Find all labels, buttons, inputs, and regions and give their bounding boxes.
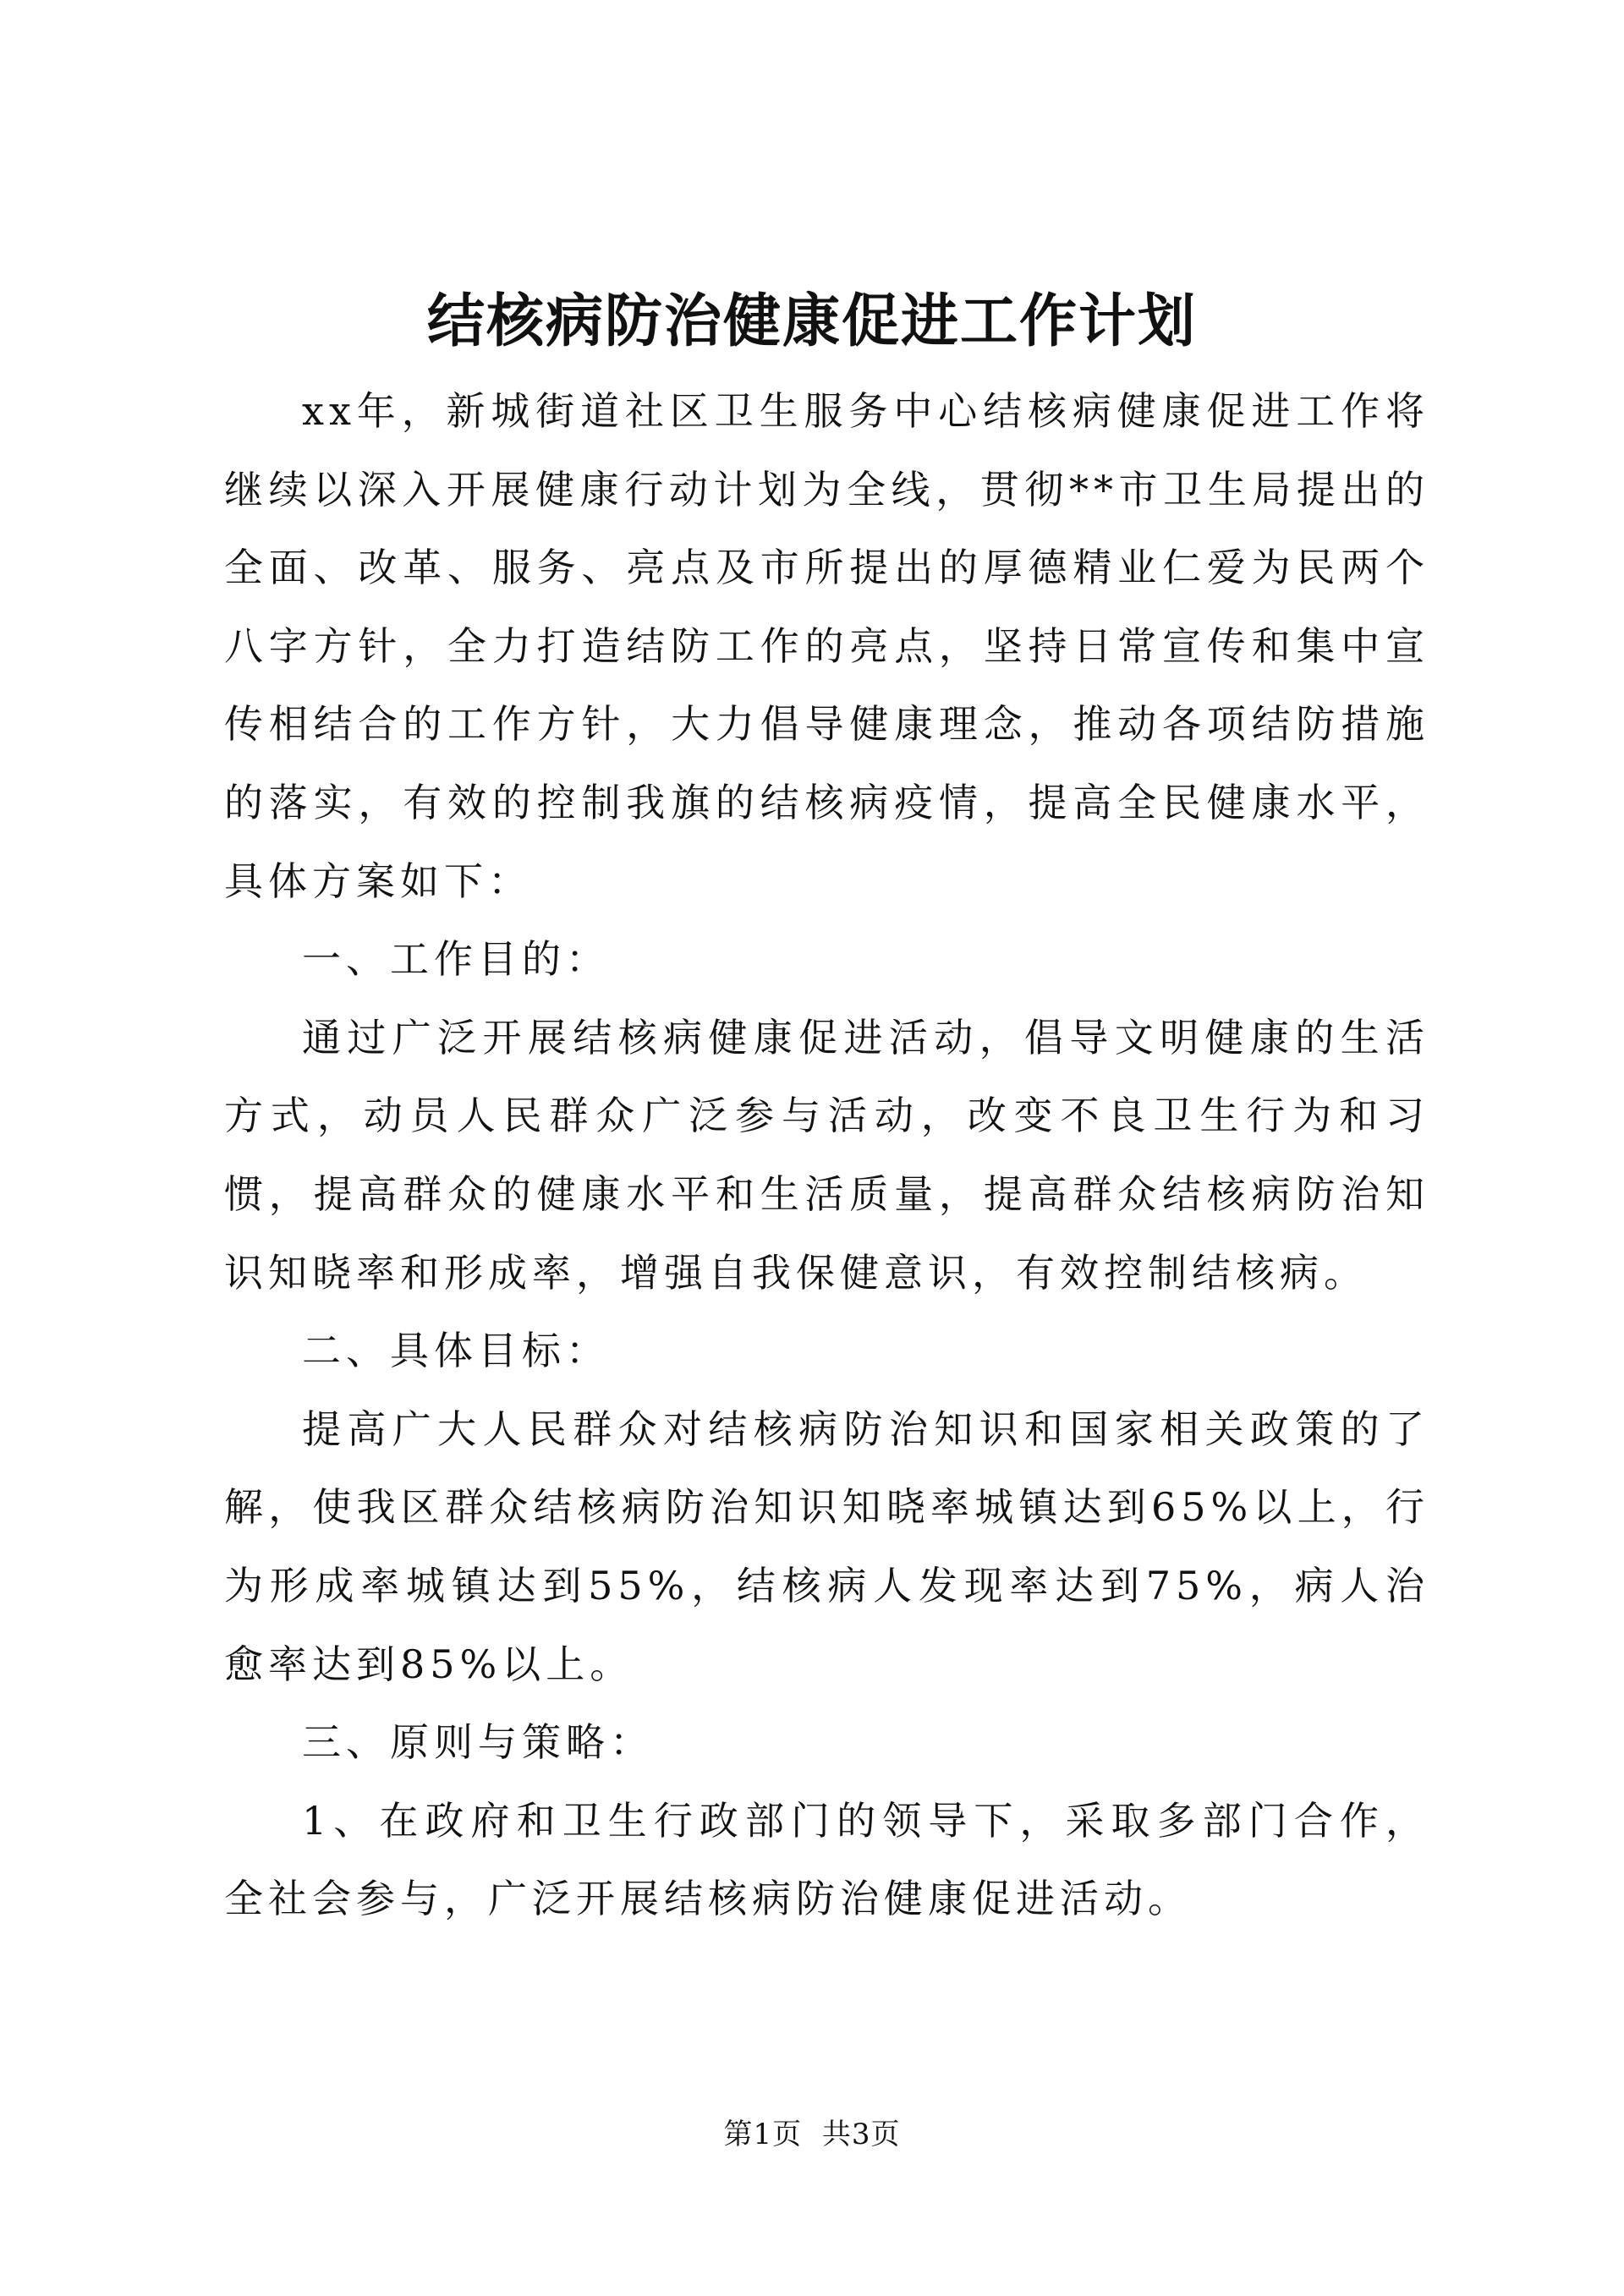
page-indicator: 第1页 共3页: [723, 2118, 901, 2151]
targets-paragraph: 提高广大人民群众对结核病防治知识和国家相关政策的了解，使我区群众结核病防治知识知晓率城镇达到65%以上，行为形成率城镇达到55%，结核病人发现率达到75%，病人治愈率达到85%以上。: [224, 1406, 1429, 1687]
purpose-paragraph: 通过广泛开展结核病健康促进活动，倡导文明健康的生活方式，动员人民群众广泛参与活动，改变不良卫生行为和习惯，提高群众的健康水平和生活质量，提高群众结核病防治知识知晓率和形成率，增强自我保健意识，有效控制结核病。: [224, 1014, 1429, 1296]
document-body: [224, 372, 1429, 1938]
section-heading-targets: 二、具体目标：: [302, 1328, 610, 1374]
section-heading-purpose: 一、工作目的：: [302, 936, 610, 983]
document-title: 结核病防治健康促进工作计划: [426, 288, 1197, 355]
section-heading-principles: 三、原则与策略：: [302, 1719, 654, 1766]
principles-paragraph-1: 1、在政府和卫生行政部门的领导下，采取多部门合作，全社会参与，广泛开展结核病防治健康促进活动。: [224, 1797, 1429, 1922]
intro-paragraph: xx年，新城街道社区卫生服务中心结核病健康促进工作将继续以深入开展健康行动计划为全线，贯彻**市卫生局提出的全面、改革、服务、亮点及市所提出的厚德精业仁爱为民两个八字方针，全力打造结防工作的亮点，坚持日常宣传和集中宣传相结合的工作方针，大力倡导健康理念，推动各项结防措施的落实，有效的控制我旗的结核病疫情，提高全民健康水平，具体方案如下：: [224, 388, 1429, 904]
